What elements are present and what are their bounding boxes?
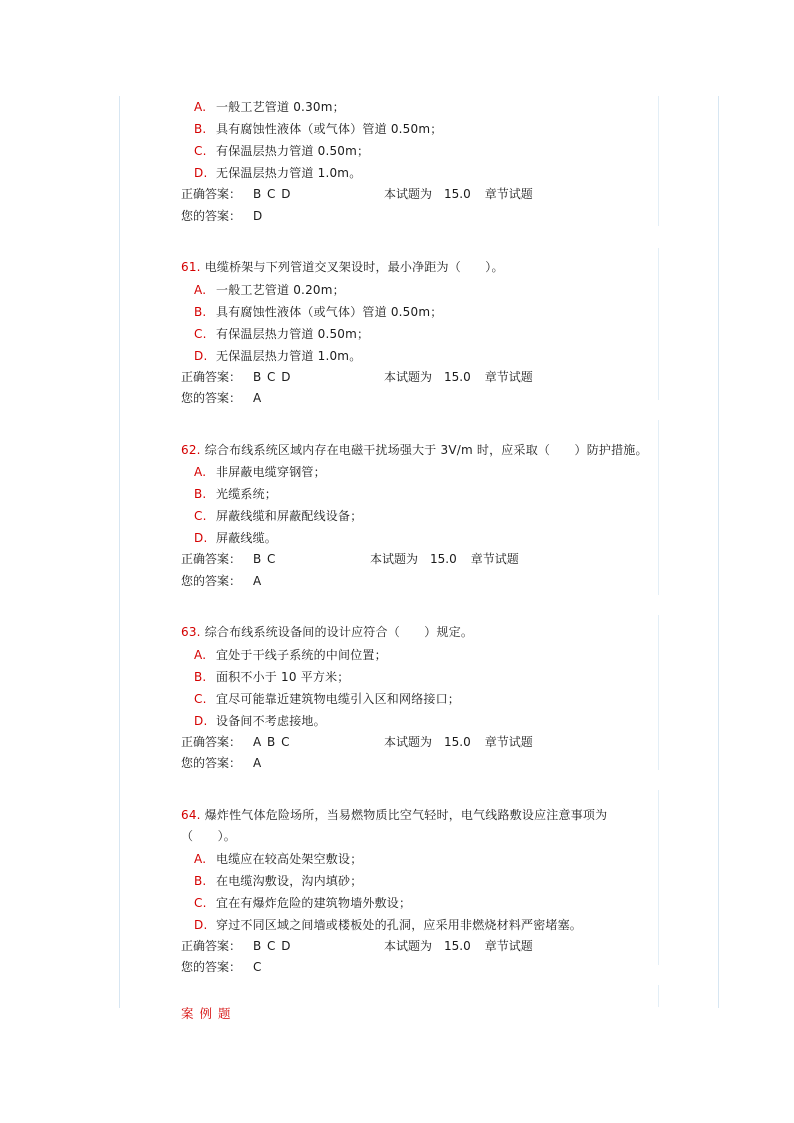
option-a: [181, 644, 659, 666]
option-c: [181, 140, 659, 162]
correct-answer-value: B C D: [253, 369, 292, 384]
option-text: 具有腐蚀性液体（或气体）管道 0.50m；: [216, 122, 443, 136]
option-a: [181, 848, 659, 870]
option-letter: C.: [194, 691, 207, 706]
your-answer-label: 您的答案：: [181, 391, 242, 405]
option-letter: B.: [194, 669, 207, 684]
option-b: [181, 870, 659, 892]
option-text: 屏蔽线缆。: [216, 531, 278, 545]
correct-answer-label: 正确答案：: [181, 938, 242, 953]
category-label: 章节试题: [484, 938, 533, 953]
score-label: 本试题为: [384, 187, 433, 201]
option-a: [181, 279, 659, 301]
correct-answer-row: [181, 367, 659, 389]
question-text: [181, 805, 659, 848]
your-answer-label: 您的答案：: [181, 573, 242, 588]
option-letter: D.: [194, 917, 208, 932]
question-block-64: [181, 805, 659, 979]
your-answer-value: A: [253, 391, 263, 405]
correct-answer-label: 正确答案：: [181, 734, 242, 749]
question-block-63: [181, 622, 659, 775]
your-answer-label: 您的答案：: [181, 208, 242, 223]
score-value: 15.0: [444, 187, 471, 201]
score-value: 15.0: [430, 552, 457, 566]
score-info: [384, 732, 533, 754]
score-info: [370, 549, 519, 571]
your-answer-row: [181, 206, 659, 228]
question-stem: 爆炸性气体危险场所，当易燃物质比空气轻时，电气线路敷设应注意事项为（ ）。: [181, 807, 608, 843]
score-value: 15.0: [444, 938, 471, 953]
option-letter: A.: [194, 465, 207, 479]
correct-answer-value: B C D: [253, 938, 292, 953]
your-answer-label: 您的答案：: [181, 756, 242, 770]
question-stem: 综合布线系统设备间的设计应符合（ ）规定。: [204, 625, 474, 639]
correct-answer-value: B C D: [253, 187, 292, 201]
option-a: [181, 96, 659, 118]
option-letter: C.: [194, 144, 207, 158]
option-letter: A.: [194, 851, 207, 866]
option-text: 设备间不考虑接地。: [216, 713, 326, 728]
option-text: 一般工艺管道 0.30m；: [216, 100, 345, 114]
score-value: 15.0: [444, 369, 471, 384]
option-letter: B.: [194, 487, 207, 501]
option-text: 光缆系统；: [216, 487, 278, 501]
correct-answer-label: 正确答案：: [181, 369, 242, 384]
your-answer-row: [181, 571, 659, 593]
option-letter: D.: [194, 713, 208, 728]
your-answer-label: 您的答案：: [181, 960, 242, 974]
option-b: [181, 118, 659, 140]
correct-answer-label: 正确答案：: [181, 187, 242, 201]
option-c: [181, 505, 659, 527]
your-answer-row: [181, 957, 659, 979]
option-c: [181, 892, 659, 914]
option-text: 非屏蔽电缆穿钢管；: [216, 465, 326, 479]
option-c: [181, 323, 659, 345]
correct-answer-value: B C: [253, 552, 277, 566]
score-value: 15.0: [444, 734, 471, 749]
option-b: [181, 483, 659, 505]
your-answer-value: A: [253, 756, 263, 770]
question-stem: 综合布线系统区域内存在电磁干扰场强大于 3V/m 时，应采取（ ）防护措施。: [204, 442, 648, 457]
option-letter: D.: [194, 531, 208, 545]
category-label: 章节试题: [484, 187, 533, 201]
option-text: 宜在有爆炸危险的建筑物墙外敷设；: [216, 895, 412, 910]
question-stem: 电缆桥架与下列管道交叉架设时，最小净距为（ ）。: [204, 260, 504, 274]
option-letter: A.: [194, 647, 207, 662]
score-info: [384, 184, 533, 206]
question-text: [181, 440, 659, 462]
question-list: [181, 96, 659, 1025]
option-text: 屏蔽线缆和屏蔽配线设备；: [216, 509, 363, 523]
question-block-62: [181, 440, 659, 593]
score-label: 本试题为: [384, 734, 433, 749]
option-letter: C.: [194, 895, 207, 910]
page-border-right: [718, 96, 719, 1008]
option-letter: B.: [194, 873, 207, 888]
question-number: 64.: [181, 807, 201, 822]
option-text: 电缆应在较高处架空敷设；: [216, 851, 363, 866]
option-d: [181, 710, 659, 732]
option-text: 有保温层热力管道 0.50m；: [216, 326, 370, 341]
your-answer-row: [181, 388, 659, 410]
correct-answer-value: A B C: [253, 734, 291, 749]
option-a: [181, 461, 659, 483]
category-label: 章节试题: [470, 552, 519, 566]
your-answer-row: [181, 753, 659, 775]
option-c: [181, 688, 659, 710]
option-d: [181, 527, 659, 549]
your-answer-value: C: [253, 960, 263, 974]
question-block-60: [181, 96, 659, 227]
option-text: 有保温层热力管道 0.50m；: [216, 144, 370, 158]
option-letter: C.: [194, 509, 207, 523]
question-number: 61.: [181, 260, 201, 274]
score-label: 本试题为: [384, 938, 433, 953]
correct-answer-label: 正确答案：: [181, 552, 242, 566]
category-label: 章节试题: [484, 369, 533, 384]
score-label: 本试题为: [384, 369, 433, 384]
question-block-61: [181, 257, 659, 410]
option-b: [181, 301, 659, 323]
question-number: 62.: [181, 442, 201, 457]
your-answer-value: D: [253, 208, 264, 223]
option-letter: A.: [194, 100, 207, 114]
correct-answer-row: [181, 184, 659, 206]
section-title: 案例题: [181, 1005, 237, 1021]
correct-answer-row: [181, 936, 659, 958]
option-b: [181, 666, 659, 688]
option-d: [181, 345, 659, 367]
option-text: 宜处于干线子系统的中间位置；: [216, 647, 387, 662]
your-answer-value: A: [253, 573, 263, 588]
option-letter: D.: [194, 348, 208, 363]
option-d: [181, 162, 659, 184]
option-text: 宜尽可能靠近建筑物电缆引入区和网络接口；: [216, 691, 461, 706]
option-letter: D.: [194, 166, 208, 180]
score-label: 本试题为: [370, 552, 419, 566]
option-letter: B.: [194, 304, 207, 319]
option-text: 无保温层热力管道 1.0m。: [216, 348, 362, 363]
question-text: [181, 622, 659, 644]
option-letter: A.: [194, 282, 207, 297]
option-text: 穿过不同区域之间墙或楼板处的孔洞，应采用非燃烧材料严密堵塞。: [216, 917, 583, 932]
category-label: 章节试题: [484, 734, 533, 749]
option-text: 在电缆沟敷设，沟内填砂；: [216, 873, 363, 888]
option-text: 一般工艺管道 0.20m；: [216, 282, 345, 297]
option-text: 面积不小于 10 平方米；: [216, 669, 350, 684]
option-letter: B.: [194, 122, 207, 136]
correct-answer-row: [181, 732, 659, 754]
score-info: [384, 936, 533, 958]
option-letter: C.: [194, 326, 207, 341]
option-text: 无保温层热力管道 1.0m。: [216, 166, 362, 180]
score-info: [384, 367, 533, 389]
page-border-left: [119, 96, 120, 1008]
question-number: 63.: [181, 625, 201, 639]
option-text: 具有腐蚀性液体（或气体）管道 0.50m；: [216, 304, 443, 319]
correct-answer-row: [181, 549, 659, 571]
question-text: [181, 257, 659, 279]
option-d: [181, 914, 659, 936]
